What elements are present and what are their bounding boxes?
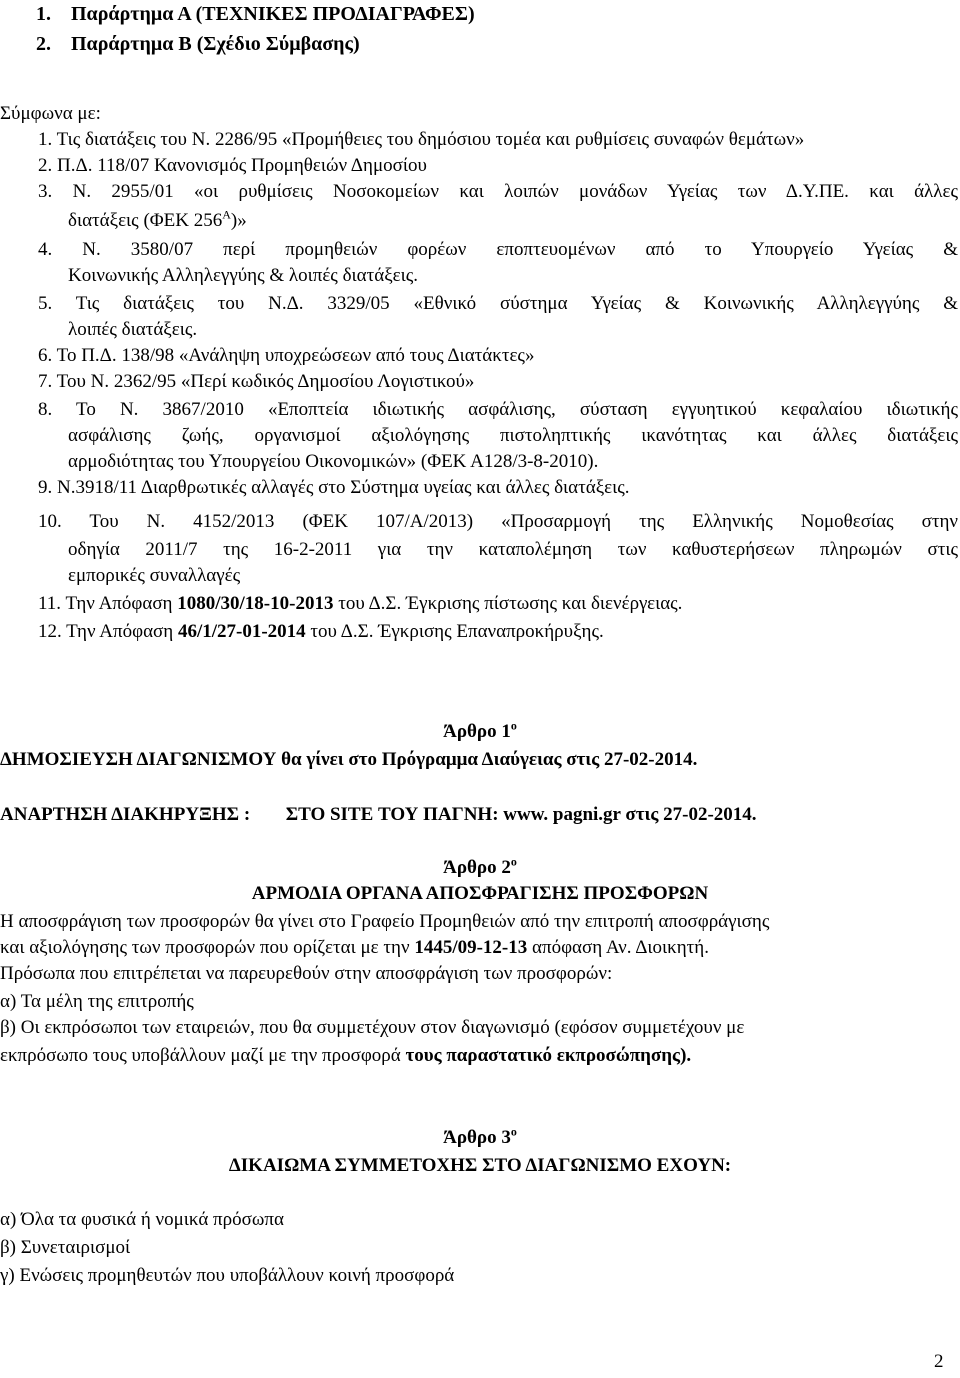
law-item-8-cont-2: αρμοδιότητας του Υπουργείου Οικονομικών» (ΦΕΚ Α128/3-8-2010). [68, 451, 599, 472]
article-1-title: Άρθρο $1^o$ [443, 718, 517, 742]
law-item-3: 3. Ν. 2955/01 «οι ρυθμίσεις Νοσοκομείων και λοιπών μονάδων Υγείας των Δ.Υ.ΠΕ. και άλλες [38, 181, 958, 202]
law-item-1: 1. Τις διατάξεις του Ν. 2286/95 «Προμήθειες του δημόσιου τομέα και ρυθμίσεις συναφών θεμάτων» [38, 129, 805, 150]
article-2-paragraph-2: και αξιολόγησης των προσφορών που ορίζεται με την 1445/09-12-13 απόφαση Αν. Διοικητή. [0, 937, 709, 958]
law-item-4: 4. Ν. 3580/07 περί προμηθειών φορέων εποπτευομένων από το Υπουργείο Υγείας & [38, 239, 958, 260]
law-item-11: 11. Την Απόφαση 1080/30/18-10-2013 του Δ.Σ. Έγκρισης πίστωσης και διενέργειας. [38, 593, 683, 614]
law-item-10-cont: οδηγία 2011/7 της 16-2-2011 για την καταπολέμηση των καθυστερήσεων πληρωμών στις [68, 539, 958, 560]
article-2-item-a: α) Τα μέλη της επιτροπής [0, 991, 194, 1012]
law-item-5-cont: λοιπές διατάξεις. [68, 319, 198, 340]
law-item-5: 5. Τις διατάξεις του Ν.Δ. 3329/05 «Εθνικό σύστημα Υγείας & Κοινωνικής Αλληλεγγύης & [38, 293, 958, 314]
page-number: 2 [934, 1351, 944, 1372]
article-1-publication: ΔΗΜΟΣΙΕΥΣΗ ΔΙΑΓΩΝΙΣΜΟΥ θα γίνει στο Πρόγραμμα Διαύγειας στις 27-02-2014. [0, 749, 698, 770]
law-item-8: 8. Το Ν. 3867/2010 «Εποπτεία ιδιωτικής ασφάλισης, σύσταση εγγυητικού κεφαλαίου ιδιωτικής [38, 399, 958, 420]
law-item-9: 9. Ν.3918/11 Διαρθρωτικές αλλαγές στο Σύστημα υγείας και άλλες διατάξεις. [38, 477, 630, 498]
law-item-3-cont: διατάξεις (ΦΕΚ $256^A$)» [68, 207, 247, 231]
list-number: 1. [36, 3, 51, 25]
annex-b-item [36, 34, 360, 54]
law-item-8-cont: ασφάλισης ζωής, οργανισμοί αξιολόγησης πιστοληπτικής ικανότητας και άλλες διατάξεις [68, 425, 958, 446]
list-text: Παράρτημα Β (Σχέδιο Σύμβασης) [71, 33, 360, 55]
article-2-title: Άρθρο $2^o$ [443, 854, 517, 878]
list-number: 2. [36, 33, 51, 55]
article-2-heading: ΑΡΜΟΔΙΑ ΟΡΓΑΝΑ ΑΠΟΣΦΡΑΓΙΣΗΣ ΠΡΟΣΦΟΡΩΝ [251, 883, 709, 904]
law-item-10-cont-2: εμπορικές συναλλαγές [68, 565, 241, 586]
law-item-7: 7. Του Ν. 2362/95 «Περί κωδικός Δημοσίου Λογιστικού» [38, 371, 475, 392]
article-3-item-a: α) Όλα τα φυσικά ή νομικά πρόσωπα [0, 1209, 284, 1230]
intro-text: Σύμφωνα με: [0, 103, 101, 124]
law-item-2: 2. Π.Δ. 118/07 Κανονισμός Προμηθειών Δημοσίου [38, 155, 427, 176]
article-3-item-b: β) Συνεταιρισμοί [0, 1237, 131, 1258]
law-item-6: 6. Το Π.Δ. 138/98 «Ανάληψη υποχρεώσεων από τους Διατάκτες» [38, 345, 535, 366]
article-2-paragraph-1: Η αποσφράγιση των προσφορών θα γίνει στο Γραφείο Προμηθειών από την επιτροπή αποσφράγισης [0, 911, 770, 932]
article-3-item-c: γ) Ενώσεις προμηθευτών που υποβάλλουν κοινή προσφορά [0, 1265, 455, 1286]
article-3-heading: ΔΙΚΑΙΩΜΑ ΣΥΜΜΕΤΟΧΗΣ ΣΤΟ ΔΙΑΓΩΝΙΣΜΟ ΕΧΟΥΝ: [228, 1155, 732, 1176]
list-text: Παράρτημα Α (ΤΕΧΝΙΚΕΣ ΠΡΟΔΙΑΓΡΑΦΕΣ) [71, 3, 475, 25]
annex-a-item [36, 4, 475, 24]
article-1-posting: ΑΝΑΡΤΗΣΗ ΔΙΑΚΗΡΥΞΗΣ : ΣΤΟ SITE ΤΟΥ ΠΑΓΝΗ: www. pagni.gr στις 27-02-2014. [0, 804, 757, 825]
article-2-paragraph-3: Πρόσωπα που επιτρέπεται να παρευρεθούν στην αποσφράγιση των προσφορών: [0, 963, 613, 984]
law-item-4-cont: Κοινωνικής Αλληλεγγύης & λοιπές διατάξεις. [68, 265, 419, 286]
article-2-item-b-cont: εκπρόσωπο τους υποβάλλουν μαζί με την προσφορά τους παραστατικό εκπροσώπησης). [0, 1045, 692, 1066]
article-2-item-b: β) Οι εκπρόσωποι των εταιρειών, που θα συμμετέχουν στον διαγωνισμό (εφόσον συμμετέχουν με [0, 1017, 745, 1038]
law-item-12: 12. Την Απόφαση 46/1/27-01-2014 του Δ.Σ. Έγκρισης Επαναπροκήρυξης. [38, 621, 604, 642]
law-item-10: 10. Του Ν. 4152/2013 (ΦΕΚ 107/Α/2013) «Προσαρμογή της Ελληνικής Νομοθεσίας στην [38, 511, 958, 532]
article-3-title: Άρθρο $3^o$ [443, 1124, 517, 1148]
